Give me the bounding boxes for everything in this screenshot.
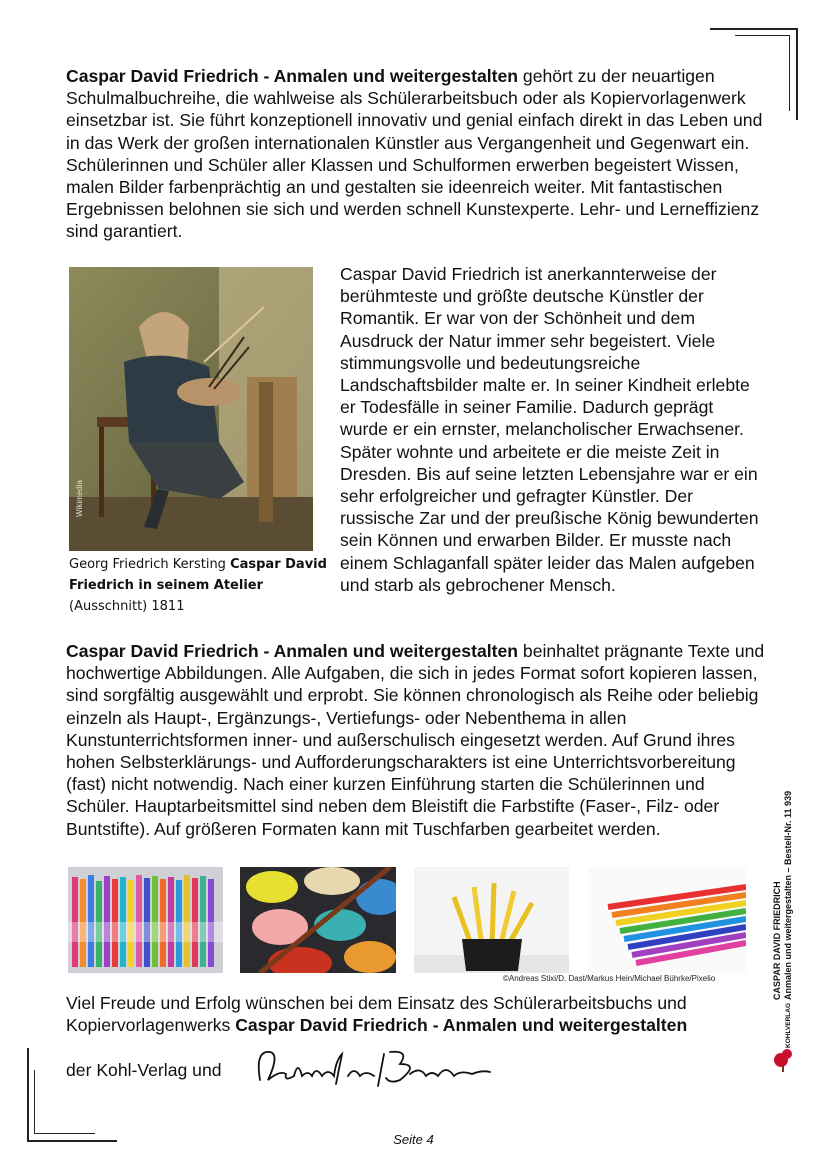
intro-paragraph xyxy=(66,65,766,243)
signature-image xyxy=(250,1040,500,1100)
side-subtitle: Anmalen und weitergestalten – Bestell-Nr. 11 939 xyxy=(783,790,793,1000)
biography-paragraph: Caspar David Friedrich ist anerkannterweise der berühmteste und größte deutsche Künstler der Romantik. Er war von der Schönheit und dem Ausdruck der Natur immer sehr begeistert. Viele stimmungsvolle und bedeutungsreiche Landschaftsbilder malte er. In seiner Kindheit erlebte er Todesfälle in seiner Familie. Dadurch geprägt wurde er ein ernster, melancholischer Erwachsener. Später wohnte und arbeitete er die meiste Zeit in Dresden. Bis auf seine letzten Lebensjahre war er ein sehr erfolgreicher und gefragter Künstler. Der russische Zar und der preußische König bewunderten sein Können und erwarben Bilder. Er musste nach einem Schlaganfall später leider das Malen aufgeben und starb als gebrochener Mensch. xyxy=(340,264,759,595)
page-number: Seite 4 xyxy=(393,1132,434,1147)
kohl-verlag-logo xyxy=(772,1002,796,1072)
closing-text: Viel Freude und Erfolg wünschen bei dem Einsatz des Schülerarbeitsbuchs und Kopiervorlagenwerks xyxy=(66,993,687,1036)
caption-title: Caspar David Friedrich in seinem Atelier xyxy=(69,557,327,593)
closing-title: Caspar David Friedrich - Anmalen und weitergestalten xyxy=(235,1015,688,1036)
caption-year: (Ausschnitt) 1811 xyxy=(69,599,185,614)
content-title: Caspar David Friedrich - Anmalen und weitergestalten xyxy=(66,641,519,661)
watercolor-box-photo xyxy=(240,867,396,973)
closing-paragraph xyxy=(66,992,766,1036)
painting-caption xyxy=(69,554,329,617)
photo-credit: ©Andreas Stixi/D. Dast/Markus Hein/Michael Bührke/Pixelio xyxy=(503,974,716,983)
painting-watermark: Wikimedia xyxy=(75,480,84,517)
logo-text: KOHLVERLAG xyxy=(785,1002,792,1048)
content-text: beinhaltet prägnante Texte und hochwertige Abbildungen. Alle Aufgaben, die sich in jedes Format sofort kopieren lassen, sind sorgfältig ausgewählt und erprobt. Sie können chronologisch als Reihe oder beliebig einzeln als Haupt-, Ergänzungs-, Vertiefungs- oder Nebenthema in allen Kunstunterrichtsformen inner- und außerschulisch eingesetzt werden. Auf Grund ihres hohen Selbsterklärungs- und Aufforderungscharakters ist eine Unterrichtsvorbereitung (fast) nicht notwendig. Nach einer kurzen Einführung starten die Schülerinnen und Schüler. Hauptarbeitsmittel sind neben dem Bleistift die Farbstifte (Faser-, Filz- oder Buntstifte). Auf größeren Formaten kann mit Tuschfarben gearbeitet werden. xyxy=(66,641,765,839)
pencils-cup-photo xyxy=(414,867,569,973)
side-title: CASPAR DAVID FRIEDRICH xyxy=(772,881,782,1000)
intro-title: Caspar David Friedrich - Anmalen und weitergestalten xyxy=(66,66,519,86)
caption-artist: Georg Friedrich Kersting xyxy=(69,557,231,572)
gel-pens-photo xyxy=(68,867,223,973)
colored-pencils-photo xyxy=(588,867,746,973)
closing-signoff: der Kohl-Verlag und xyxy=(66,1060,222,1080)
side-label xyxy=(772,791,794,1000)
intro-text: gehört zu der neuartigen Schulmalbuchreihe, die wahlweise als Schülerarbeitsbuch oder als Kopiervorlagenwerk einsetzbar ist. Sie führt konzeptionell innovativ und genial einfach direkt in das Leben und in das Werk der großen internationalen Künstler aus Vergangenheit und Gegenwart ein. Schülerinnen und Schüler aller Klassen und Schulformen erwerben begeistert Wissen, malen Bilder farbenprächtig an und gestalten sie ideenreich weiter. Mit fantastischen Ergebnissen belohnen sie sich und werden schnell Kunstexperte. Lehr- und Lerneffizienz sind garantiert. xyxy=(66,66,763,242)
painting-image xyxy=(69,267,313,551)
content-paragraph xyxy=(66,640,766,840)
